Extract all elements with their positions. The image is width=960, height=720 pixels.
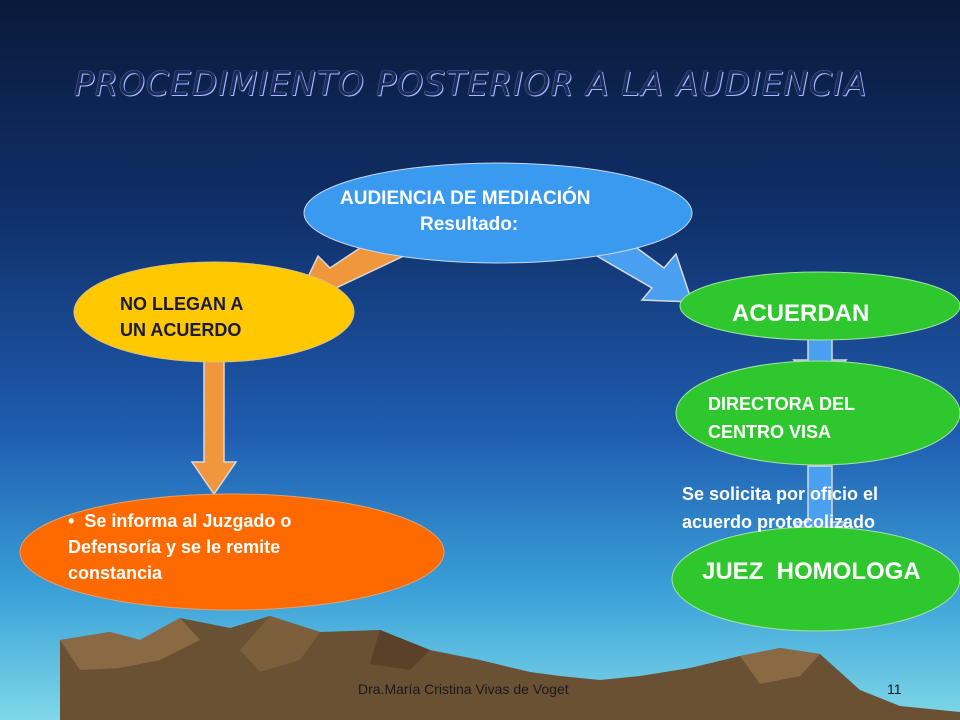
- acuerdan-label: ACUERDAN: [732, 300, 870, 327]
- directora-label: [708, 390, 855, 446]
- annotation-label: [682, 480, 878, 536]
- audiencia-line2: Resultado:: [420, 214, 519, 235]
- mountain-range: [60, 616, 960, 720]
- informa-line1: Se informa al Juzgado o: [84, 511, 292, 531]
- no-llegan-line1: NO LLEGAN A: [120, 294, 244, 314]
- footer-page-number: 11: [887, 681, 902, 697]
- arrow-down-informa: [192, 358, 236, 494]
- slide-title: PROCEDIMIENTO POSTERIOR A LA AUDIENCIA: [74, 64, 868, 103]
- informa-line2: Defensoría y se le remite: [68, 537, 281, 557]
- informa-line3: constancia: [68, 563, 163, 583]
- annotation-line1: Se solicita por oficio el: [682, 484, 879, 504]
- audiencia-label: [340, 186, 660, 238]
- footer-author: Dra.María Cristina Vivas de Voget: [358, 681, 569, 697]
- annotation-line2: acuerdo protocolizado: [682, 512, 876, 532]
- directora-line2: CENTRO VISA: [708, 422, 832, 442]
- directora-line1: DIRECTORA DEL: [708, 394, 856, 414]
- audiencia-line1: AUDIENCIA DE MEDIACIÓN: [340, 188, 591, 209]
- no-llegan-label: [120, 291, 243, 343]
- juez-label: JUEZ HOMOLOGA: [702, 558, 921, 585]
- no-llegan-line2: UN ACUERDO: [120, 320, 242, 340]
- informa-label: [68, 508, 291, 586]
- bullet-icon: •: [68, 511, 75, 531]
